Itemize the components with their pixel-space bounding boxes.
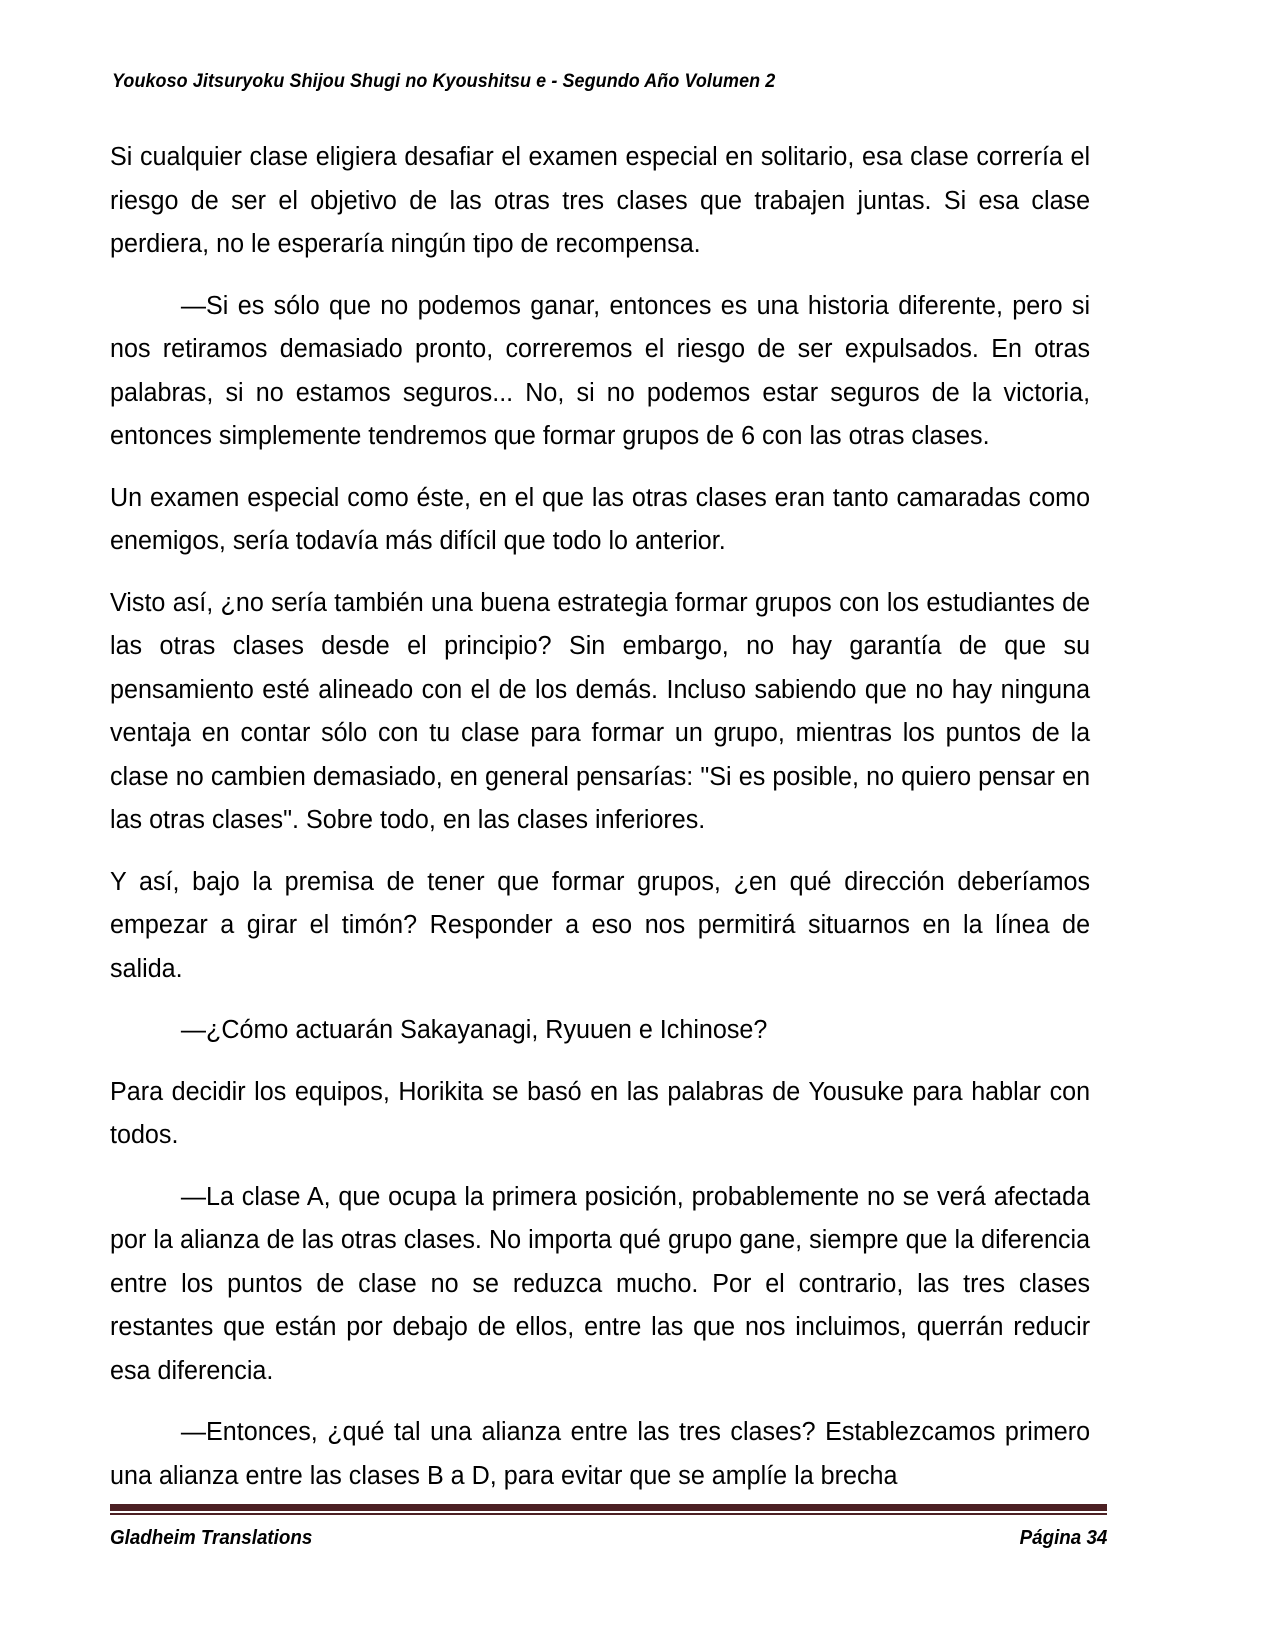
body-paragraph: —La clase A, que ocupa la primera posición, probablemente no se verá afectada por la alianza de las otras clases. No importa qué grupo gane, siempre que la diferencia entre los puntos de clase no se reduzca mucho. Por el contrario, las tres clases restantes que están por debajo de ellos, entre las que nos incluimos, querrán reducir esa diferencia. [110,1182,1091,1385]
body-paragraph: Si cualquier clase eligiera desafiar el examen especial en solitario, esa clase correría el riesgo de ser el objetivo de las otras tres clases que trabajen juntas. Si esa clase perdiera, no le esperaría ningún tipo de recompensa. [110,143,1091,258]
body-paragraph: —¿Cómo actuarán Sakayanagi, Ryuuen e Ichinose? [180,1016,768,1044]
footer-page-number: Página 34 [1019,1527,1107,1549]
footer-rule-thin [110,1513,1107,1515]
body-paragraph: Para decidir los equipos, Horikita se basó en las palabras de Yousuke para hablar con todos. [110,1077,1091,1149]
header-title: Youkoso Jitsuryoku Shijou Shugi no Kyoushitsu e - Segundo Año Volumen 2 [112,70,776,92]
page-footer [110,1504,1107,1550]
body-paragraph: Un examen especial como éste, en el que las otras clases eran tanto camaradas como enemigos, sería todavía más difícil que todo lo anterior. [110,483,1091,555]
footer-translator-credit: Gladheim Translations [110,1527,313,1549]
body-paragraph: —Entonces, ¿qué tal una alianza entre las tres clases? Establezcamos primero una alianza entre las clases B a D, para evitar que se amplíe la brecha [110,1418,1091,1490]
page-body [110,136,1105,1498]
body-paragraph: Y así, bajo la premisa de tener que formar grupos, ¿en qué dirección deberíamos empezar a girar el timón? Responder a eso nos permitirá situarnos en la línea de salida. [110,867,1091,983]
footer-row [110,1527,1107,1550]
page-header [112,70,1112,93]
footer-rule-thick [110,1504,1107,1511]
body-paragraph: Visto así, ¿no sería también una buena estrategia formar grupos con los estudiantes de las otras clases desde el principio? Sin embargo, no hay garantía de que su pensamiento esté alineado con el de los demás. Incluso sabiendo que no hay ninguna ventaja en contar sólo con tu clase para formar un grupo, mientras los puntos de la clase no cambien demasiado, en general pensarías: "Si es posible, no quiero pensar en las otras clases". Sobre todo, en las clases inferiores. [110,588,1091,834]
body-paragraph: —Si es sólo que no podemos ganar, entonces es una historia diferente, pero si nos retiramos demasiado pronto, correremos el riesgo de ser expulsados. En otras palabras, si no estamos seguros... No, si no podemos estar seguros de la victoria, entonces simplemente tendremos que formar grupos de 6 con las otras clases. [110,291,1091,450]
